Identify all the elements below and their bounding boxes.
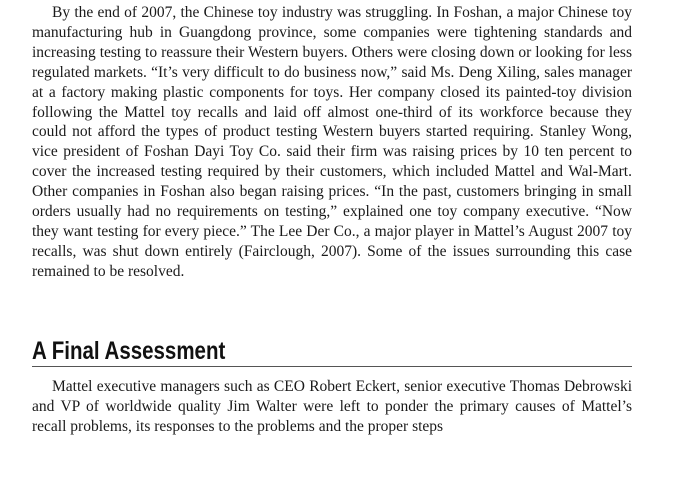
section-heading: A Final Assessment bbox=[32, 337, 226, 365]
heading-rule-divider bbox=[32, 366, 632, 367]
body-paragraph-chinese-toy-industry: By the end of 2007, the Chinese toy industry was struggling. In Foshan, a major Chinese toy manufacturing hub in Guangdong province, some companies were tightening standards and increasing testing to reassure their Western buyers. Others were closing down or looking for less regulated markets. “It’s very difficult to do business now,” said Ms. Deng Xiling, sales manager at a factory making plastic components for toys. Her company closed its painted-toy division following the Mattel toy recalls and laid off almost one-third of its workforce because they could not afford the types of product testing Western buyers started requiring. Stanley Wong, vice president of Foshan Dayi Toy Co. said their firm was raising prices by 10 ten percent to cover the increased testing required by their customers, which included Mattel and Wal-Mart. Other companies in Foshan also began raising prices. “In the past, customers bringing in small orders usually had no requirements on testing,” explained one toy company executive. “Now they want testing for every piece.” The Lee Der Co., a major player in Mattel’s August 2007 toy recalls, was shut down entirely (Fairclough, 2007). Some of the issues surrounding this case remained to be resolved. bbox=[32, 4, 632, 280]
body-paragraph-final-assessment: Mattel executive managers such as CEO Robert Eckert, senior executive Thomas Debrowski and VP of worldwide quality Jim Walter were left to ponder the primary causes of Mattel’s recall problems, its responses to the problems and the proper steps bbox=[32, 378, 632, 435]
